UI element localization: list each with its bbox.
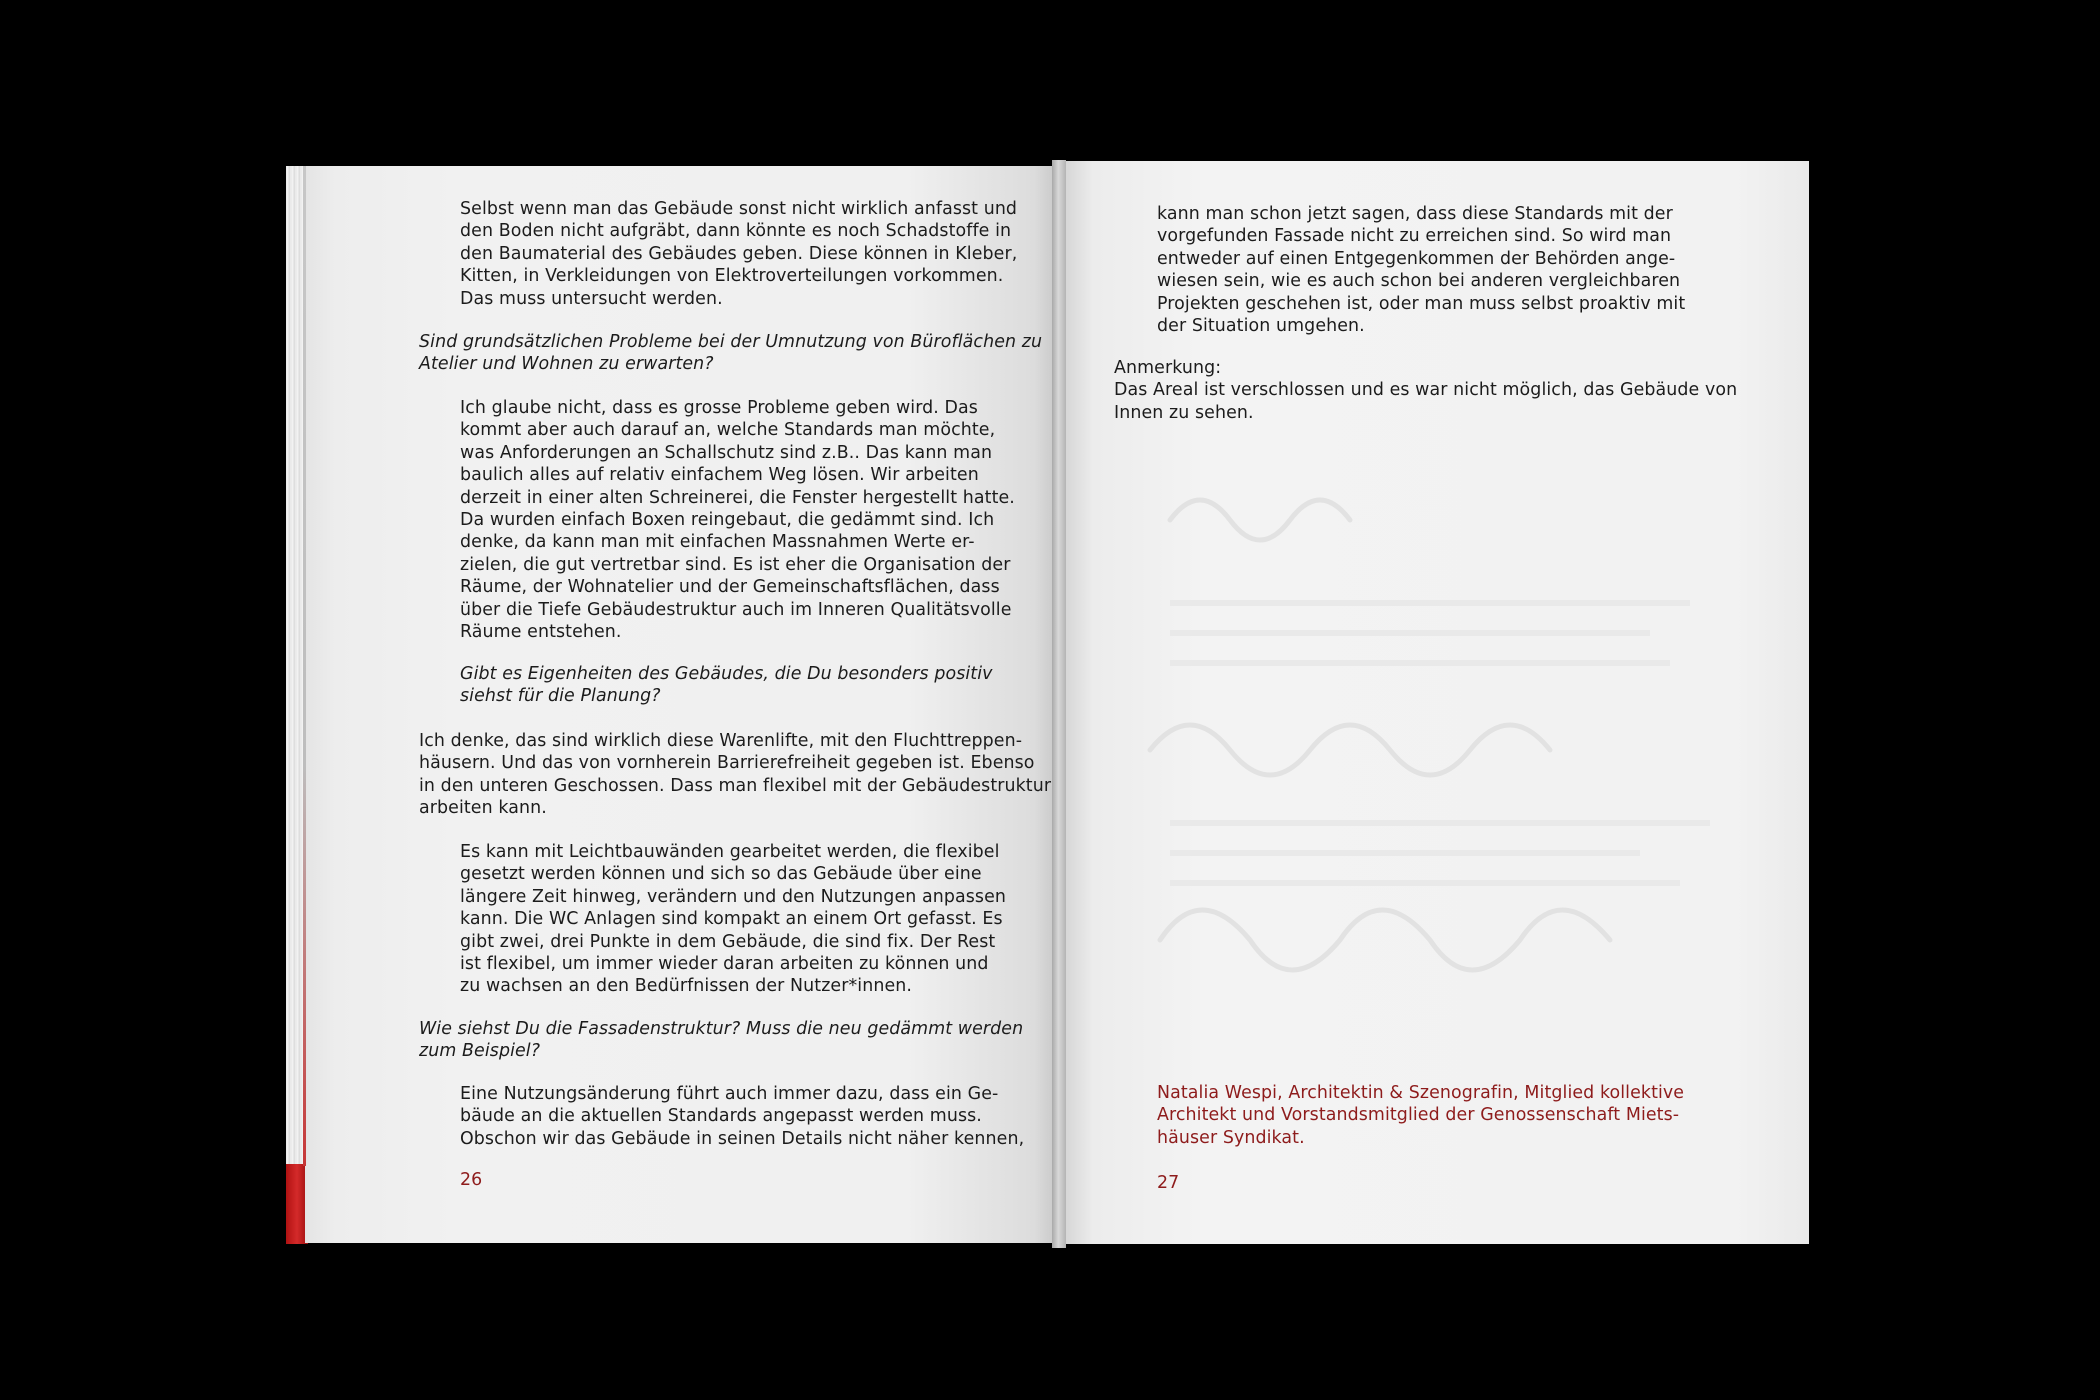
page-number-right: 27 <box>1157 1173 1180 1193</box>
right-paragraph-1: kann man schon jetzt sagen, dass diese Standards mit der vorgefunden Fassade nicht zu erreichen sind. So wird man entweder auf einen Entgegenkommen der Behörden ange- wiesen sein, wie es auch schon bei anderen vergleichbaren Projekten geschehen ist, oder man muss selbst proaktiv mit der Situation umgehen. <box>1157 204 1686 337</box>
red-edge-line <box>303 166 306 1166</box>
author-credit: Natalia Wespi, Architektin & Szenografin, Mitglied kollektive Architekt und Vorstandsmitglied der Genossenschaft Miets- häuser Syndikat. <box>1157 1083 1685 1148</box>
interview-question-3: Wie siehst Du die Fassadenstruktur? Muss die neu gedämmt werden zum Beispiel? <box>419 1019 1024 1062</box>
note-paragraph: Anmerkung: Das Areal ist verschlossen und es war nicht möglich, das Gebäude von Innen zu sehen. <box>1114 358 1738 423</box>
page-number-left: 26 <box>460 1170 483 1190</box>
left-paragraph-1: Selbst wenn man das Gebäude sonst nicht wirklich anfasst und den Boden nicht aufgräbt, dann könnte es noch Schadstoffe in den Baumaterial des Gebäudes geben. Diese können in Kleber, Kitten, in Verkleidungen von Elektroverteilungen vorkommen. Das muss untersucht werden. <box>460 199 1018 309</box>
left-paragraph-2: Ich glaube nicht, dass es grosse Probleme geben wird. Das kommt aber auch darauf an, welche Standards man möchte, was Anforderungen an Schallschutz sind z.B.. Das kann man baulich alles auf relativ einfachem Weg lösen. Wir arbeiten derzeit in einer alten Schreinerei, die Fenster hergestellt hatte. Da wurden einfach Boxen reingebaut, die gedämmt sind. Ich denke, da kann man mit einfachen Massnahmen Werte er- zielen, die gut vertretbar sind. Es ist eher die Organisation der Räume, der Wohnatelier und der Gemeinschaftsflächen, dass über die Tiefe Gebäudestruktur auch im Inneren Qualitätsvolle Räume entstehen. <box>460 398 1015 643</box>
interview-question-2: Gibt es Eigenheiten des Gebäudes, die Du besonders positiv siehst für die Planung? <box>460 664 993 707</box>
book-gutter <box>1052 160 1066 1248</box>
left-paragraph-3: Ich denke, das sind wirklich diese Warenlifte, mit den Fluchttreppen- häusern. Und das von vornherein Barrierefreiheit gegeben ist. Ebenso in den unteren Geschossen. Dass man flexibel mit der Gebäudestruktur arbeiten kann. <box>419 731 1052 819</box>
left-paragraph-4: Es kann mit Leichtbauwänden gearbeitet werden, die flexibel gesetzt werden können und sich so das Gebäude über eine längere Zeit hinweg, verändern und den Nutzungen anpassen kann. Die WC Anlagen sind kompakt an einem Ort gefasst. Es gibt zwei, drei Punkte in dem Gebäude, die sind fix. Der Rest ist flexibel, um immer wieder daran arbeiten zu können und zu wachsen an den Bedürfnissen der Nutzer*innen. <box>460 842 1007 997</box>
interview-question-1: Sind grundsätzlichen Probleme bei der Umnutzung von Büroflächen zu Atelier und Wohnen zu erwarten? <box>419 332 1043 375</box>
left-paragraph-5: Eine Nutzungsänderung führt auch immer dazu, dass ein Ge- bäude an die aktuellen Standards angepasst werden muss. Obschon wir das Gebäude in seinen Details nicht näher kennen, <box>460 1084 1025 1149</box>
